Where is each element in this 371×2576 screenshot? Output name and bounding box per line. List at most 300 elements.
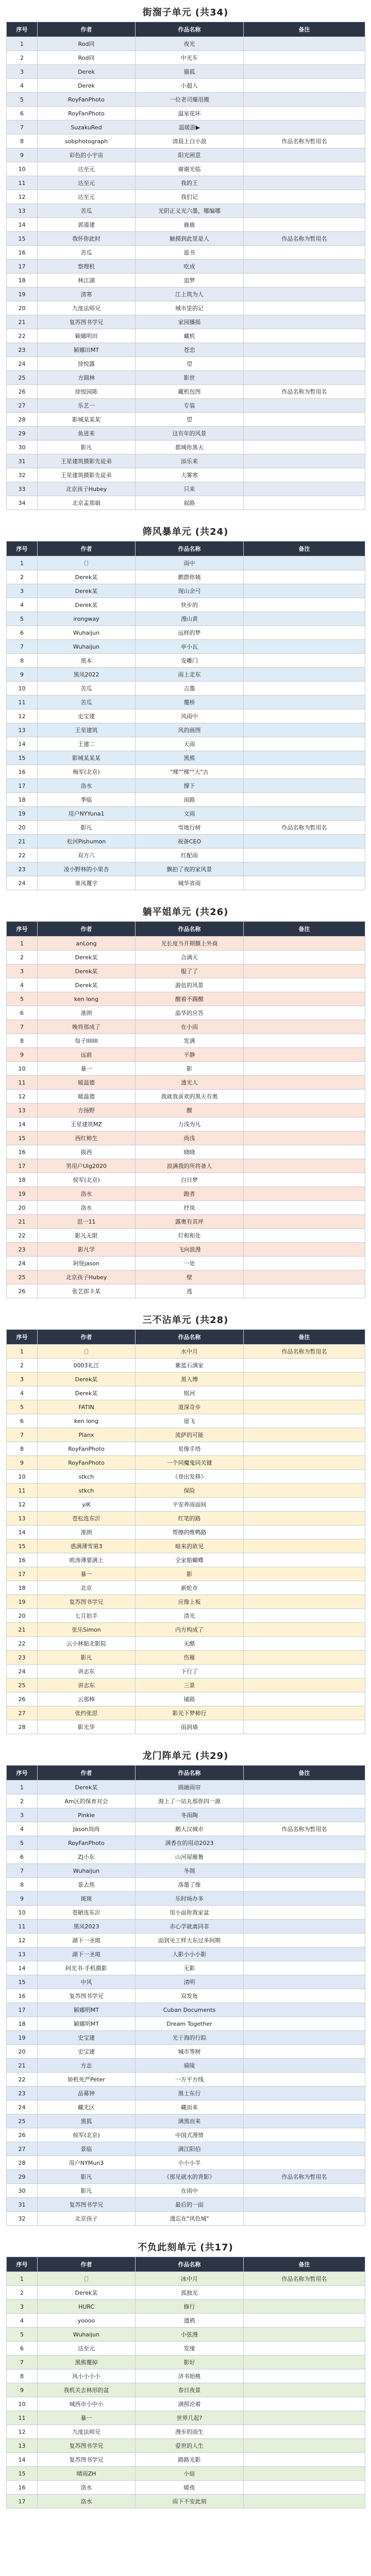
header-row (7, 22, 365, 37)
note-cell (244, 2212, 365, 2226)
note-cell (244, 1567, 365, 1581)
note-cell (244, 696, 365, 709)
note-cell (244, 1145, 365, 1159)
work-title-cell: 帮擦的维鸭路 (136, 1526, 244, 1539)
work-title-cell: 叙路 (136, 496, 244, 510)
note-cell (244, 1920, 365, 1934)
note-cell (244, 978, 365, 992)
work-title-cell: 小小小半 (136, 2156, 244, 2170)
author-cell: Rod同 (38, 37, 136, 51)
table-row (7, 232, 365, 246)
table-row (7, 1386, 365, 1400)
work-title-cell: 力浅为凡 (136, 1117, 244, 1131)
note-cell: 作品名称为暂用名 (244, 232, 365, 246)
work-title-cell: 温室花环 (136, 107, 244, 121)
row-number: 18 (7, 274, 38, 287)
author-cell: 晚将那成了 (38, 1020, 136, 1034)
table-row (7, 246, 365, 260)
work-title-cell: 冬阁 (136, 1864, 244, 1878)
note-cell: 作品名称为暂用名 (244, 821, 365, 835)
author-cell: 达至元 (38, 2342, 136, 2355)
author-cell: 王星建筑MZ (38, 1117, 136, 1131)
table-row (7, 807, 365, 821)
work-title-cell: 下行了 (136, 1665, 244, 1679)
row-number: 11 (7, 1484, 38, 1498)
author-cell: RoyFanPhoto (38, 1456, 136, 1470)
note-cell (244, 162, 365, 176)
work-title-cell: 亭小瓦 (136, 640, 244, 654)
row-number: 4 (7, 598, 38, 612)
author-cell: Planx (38, 1428, 136, 1442)
note-cell (244, 2425, 365, 2439)
work-title-cell: 中光车 (136, 51, 244, 65)
table-row (7, 2355, 365, 2369)
work-title-cell: 满香在的用动2023 (136, 1836, 244, 1850)
row-number: 1 (7, 2272, 38, 2286)
table-row (7, 2272, 365, 2286)
table-row (7, 849, 365, 862)
row-number: 17 (7, 2495, 38, 2509)
note-cell (244, 148, 365, 162)
row-number: 1 (7, 1781, 38, 1794)
author-cell: Derek (38, 65, 136, 79)
note-cell (244, 1836, 365, 1850)
work-title-cell: 飘拍了夜的家风景 (136, 862, 244, 876)
table-row (7, 301, 365, 315)
note-cell (244, 260, 365, 274)
column-header: 作品名称 (136, 1766, 244, 1781)
note-cell (244, 1665, 365, 1679)
author-cell: 〔〕 (38, 2272, 136, 2286)
row-number: 8 (7, 1878, 38, 1892)
note-cell (244, 862, 365, 876)
work-title-cell: 文雨 (136, 807, 244, 821)
author-cell: 史宝建 (38, 2045, 136, 2059)
author-cell: Derek某 (38, 1372, 136, 1386)
table-row (7, 287, 365, 301)
table-row (7, 51, 365, 65)
author-cell: 远前 (38, 1048, 136, 1062)
author-cell: ken long (38, 992, 136, 1006)
row-number: 18 (7, 1173, 38, 1187)
table-row (7, 1076, 365, 1090)
header-row (7, 541, 365, 556)
table-row (7, 1048, 365, 1062)
work-title-cell: 望 (136, 357, 244, 371)
table-row (7, 654, 365, 668)
note-cell (244, 1117, 365, 1131)
note-cell (244, 1553, 365, 1567)
entries-table (6, 1765, 365, 2226)
row-number: 21 (7, 1623, 38, 1637)
section-title: 龙门阵单元 (共29) (142, 1751, 229, 1761)
work-title-cell: 清晨上白小浪 (136, 134, 244, 148)
row-number: 22 (7, 2073, 38, 2087)
row-number: 8 (7, 654, 38, 668)
work-title-cell: 天雨 (136, 737, 244, 751)
author-cell: 双方六 (38, 849, 136, 862)
work-title-cell: 保险 (136, 1484, 244, 1498)
work-title-cell: 乐时场办多 (136, 1892, 244, 1906)
author-cell: 中风 (38, 1975, 136, 1989)
work-title-cell: 圆融雨帘 (136, 1781, 244, 1794)
row-number: 17 (7, 1567, 38, 1581)
author-cell: Wuhaijun (38, 640, 136, 654)
note-cell (244, 343, 365, 357)
table-row (7, 427, 365, 440)
author-cell: 黑凤2023 (38, 1920, 136, 1934)
author-cell: 季临 (38, 793, 136, 807)
work-title-cell: 流萨的可能 (136, 1428, 244, 1442)
work-title-cell: 抒岚 (136, 1201, 244, 1215)
row-number: 7 (7, 640, 38, 654)
work-title-cell: 用小面你我家盆 (136, 1906, 244, 1920)
row-number: 19 (7, 2031, 38, 2045)
section-5 (6, 1748, 365, 2226)
work-title-cell: 飞向浪漫 (136, 1243, 244, 1257)
note-cell (244, 835, 365, 849)
row-number: 13 (7, 1104, 38, 1117)
note-cell (244, 301, 365, 315)
note-cell (244, 1470, 365, 1484)
row-number: 5 (7, 992, 38, 1006)
author-cell: Am区的保育对会 (38, 1794, 136, 1808)
note-cell (244, 1173, 365, 1187)
work-title-cell: 望 (136, 413, 244, 427)
author-cell: 鱼进来 (38, 427, 136, 440)
work-title-cell: 《登出发移》 (136, 1470, 244, 1484)
author-cell: 影凡无限 (38, 1229, 136, 1243)
table-row (7, 978, 365, 992)
entries-table (6, 1329, 365, 1734)
author-cell: 影城某某某 (38, 751, 136, 765)
author-cell: 欧涛薄要满上 (38, 1553, 136, 1567)
table-row (7, 1257, 365, 1270)
work-title-cell: 晶华的应答 (136, 1006, 244, 1020)
note-cell (244, 992, 365, 1006)
table-row (7, 37, 365, 51)
row-number: 20 (7, 821, 38, 835)
work-title-cell: 专装 (136, 399, 244, 413)
row-number: 15 (7, 232, 38, 246)
author-cell: Derek某 (38, 978, 136, 992)
table-row (7, 1131, 365, 1145)
note-cell: 作品名称为暂用名 (244, 2170, 365, 2184)
row-number: 4 (7, 79, 38, 93)
note-cell (244, 1076, 365, 1090)
author-cell: 云那棒 (38, 1692, 136, 1706)
note-cell (244, 682, 365, 696)
row-number: 29 (7, 427, 38, 440)
column-header: 备注 (244, 1330, 365, 1345)
row-number: 27 (7, 2142, 38, 2156)
row-number: 31 (7, 2198, 38, 2212)
table-row (7, 1947, 365, 1961)
row-number: 23 (7, 1243, 38, 1257)
row-number: 18 (7, 793, 38, 807)
work-title-cell: 都城你黑天 (136, 440, 244, 454)
table-row (7, 343, 365, 357)
work-title-cell: 苍恋 (136, 343, 244, 357)
table-row (7, 482, 365, 496)
table-row (7, 1720, 365, 1734)
note-cell (244, 570, 365, 584)
author-cell: 梅军(北京) (38, 765, 136, 779)
author-cell: 黑本 (38, 654, 136, 668)
column-header: 序号 (7, 1330, 38, 1345)
row-number: 34 (7, 496, 38, 510)
note-cell (244, 121, 365, 134)
table-row (7, 1062, 365, 1076)
row-number: 32 (7, 2212, 38, 2226)
author-cell: 惑满薄雪第3 (38, 1539, 136, 1553)
table-row (7, 2156, 365, 2170)
author-cell: 九度法师兄 (38, 301, 136, 315)
work-title-cell: 温暖游▶ (136, 121, 244, 134)
column-header: 作者 (38, 22, 136, 37)
table-row (7, 765, 365, 779)
table-row (7, 2003, 365, 2017)
row-number: 12 (7, 2425, 38, 2439)
work-title-cell: 夜光 (136, 37, 244, 51)
author-cell: 准朗 (38, 1526, 136, 1539)
table-row (7, 1034, 365, 1048)
author-cell: 影凡学 (38, 1243, 136, 1257)
note-cell (244, 612, 365, 626)
work-title-cell: 紫蓝石满家 (136, 1359, 244, 1372)
note-cell (244, 1048, 365, 1062)
row-number: 22 (7, 1229, 38, 1243)
work-title-cell: 铺路 (136, 1692, 244, 1706)
note-cell (244, 751, 365, 765)
work-title-cell: 鹿鹿 (136, 218, 244, 232)
row-number: 7 (7, 1864, 38, 1878)
entries-table (6, 2257, 365, 2509)
table-row (7, 2300, 365, 2314)
row-number: 2 (7, 951, 38, 964)
table-row (7, 2495, 365, 2509)
note-cell (244, 779, 365, 793)
row-number: 17 (7, 779, 38, 793)
work-title-cell: 《那见就水的背影》 (136, 2170, 244, 2184)
note-cell (244, 93, 365, 107)
author-cell: Derek某 (38, 951, 136, 964)
work-title-cell: 谢谢光临 (136, 162, 244, 176)
table-row (7, 2212, 365, 2226)
row-number: 14 (7, 218, 38, 232)
row-number: 29 (7, 2170, 38, 2184)
author-cell: 〔〕 (38, 1345, 136, 1359)
note-cell (244, 1006, 365, 1020)
row-number: 19 (7, 807, 38, 821)
author-cell: 我机关去林形的盆 (38, 2383, 136, 2397)
note-cell (244, 2453, 365, 2467)
author-cell: 方志 (38, 2059, 136, 2073)
author-cell: 讲志东 (38, 1679, 136, 1692)
column-header: 备注 (244, 22, 365, 37)
work-title-cell: 全家船蝴蝶 (136, 1553, 244, 1567)
author-cell: yoooo (38, 2314, 136, 2328)
work-title-cell: 一万平方线 (136, 2073, 244, 2087)
note-cell (244, 2314, 365, 2328)
row-number: 1 (7, 1345, 38, 1359)
note-cell (244, 2383, 365, 2397)
table-row (7, 1020, 365, 1034)
row-number: 13 (7, 723, 38, 737)
table-row (7, 385, 365, 399)
work-title-cell: 暖夜 (136, 2481, 244, 2495)
author-cell: 颖娜明MT (38, 2017, 136, 2031)
column-header: 序号 (7, 1766, 38, 1781)
work-title-cell: 小超人 (136, 79, 244, 93)
work-title-cell: 只来 (136, 482, 244, 496)
author-cell: Wuhaijun (38, 626, 136, 640)
author-cell: 王星建筑摄影先徒弟 (38, 454, 136, 468)
row-number: 9 (7, 668, 38, 682)
note-cell (244, 1975, 365, 1989)
table-row (7, 1414, 365, 1428)
row-number: 26 (7, 1692, 38, 1706)
work-title-cell: 鹅群你姨 (136, 570, 244, 584)
note-cell (244, 737, 365, 751)
section-title: 不负此刻单元 (共17) (138, 2242, 233, 2253)
table-row (7, 468, 365, 482)
work-title-cell: 冰中月 (136, 2272, 244, 2286)
row-number: 14 (7, 2453, 38, 2467)
row-number: 8 (7, 1442, 38, 1456)
author-cell: 苍陋连东沂 (38, 1906, 136, 1920)
note-cell (244, 1720, 365, 1734)
row-number: 5 (7, 2328, 38, 2342)
note-cell (244, 2031, 365, 2045)
author-cell: 影凡 (38, 2170, 136, 2184)
author-cell: 松河Pishumon (38, 835, 136, 849)
table-row (7, 440, 365, 454)
work-title-cell: "梯""梯""大"古 (136, 765, 244, 779)
author-cell: Derek某 (38, 1386, 136, 1400)
work-title-cell: 双发角 (136, 1989, 244, 2003)
author-cell: Derek某 (38, 570, 136, 584)
note-cell (244, 1512, 365, 1526)
table-row (7, 2017, 365, 2031)
table-row (7, 1187, 365, 1201)
work-title-cell: 风雨中 (136, 709, 244, 723)
table-row (7, 2073, 365, 2087)
author-cell: stkch (38, 1470, 136, 1484)
note-cell (244, 2045, 365, 2059)
author-cell: Wuhaijun (38, 1864, 136, 1878)
author-cell: 张约张思 (38, 1706, 136, 1720)
note-cell (244, 1808, 365, 1822)
row-number: 14 (7, 1526, 38, 1539)
row-number: 25 (7, 2114, 38, 2128)
table-row (7, 1651, 365, 1665)
author-cell: 影凡 (38, 1651, 136, 1665)
work-title-cell: 露奥有其坪 (136, 1215, 244, 1229)
work-title-cell: 风的画图 (136, 723, 244, 737)
row-number: 4 (7, 978, 38, 992)
table-row (7, 835, 365, 849)
table-row (7, 162, 365, 176)
table-row (7, 1679, 365, 1692)
header-row (7, 1766, 365, 1781)
section-title: 躺平姐单元 (共26) (142, 907, 229, 918)
work-title-cell: 黑人傅 (136, 1372, 244, 1386)
note-cell (244, 1456, 365, 1470)
author-cell: 阿光书·手机摄影 (38, 1961, 136, 1975)
note-cell (244, 2411, 365, 2425)
work-title-cell: 快步的 (136, 598, 244, 612)
work-title-cell: 暗来的欲见 (136, 1539, 244, 1553)
column-header: 序号 (7, 22, 38, 37)
work-title-cell: 猫狐 (136, 65, 244, 79)
author-cell: sobphotograph (38, 134, 136, 148)
table-row (7, 640, 365, 654)
note-cell (244, 793, 365, 807)
author-cell: 风小小小小 (38, 2369, 136, 2383)
author-cell: RoyFanPhoto (38, 1836, 136, 1850)
entries-table (6, 22, 365, 510)
work-title-cell: 覆桥 (136, 696, 244, 709)
table-row (7, 2100, 365, 2114)
work-title-cell: 骑陵 (136, 2059, 244, 2073)
row-number: 11 (7, 176, 38, 190)
author-cell: 方圆林 (38, 371, 136, 385)
table-row (7, 2184, 365, 2198)
note-cell (244, 2100, 365, 2114)
table-row (7, 1878, 365, 1892)
work-title-cell: 一位老司爆用搬 (136, 93, 244, 107)
note-cell (244, 2300, 365, 2314)
column-header: 作品名称 (136, 922, 244, 937)
note-cell (244, 1878, 365, 1892)
work-title-cell: 发满 (136, 1034, 244, 1048)
work-title-cell: 清光 (136, 1609, 244, 1623)
note-cell (244, 2128, 365, 2142)
table-row (7, 1229, 365, 1243)
work-title-cell: 江上筑为人 (136, 287, 244, 301)
author-cell: 彩色的小宇宙 (38, 148, 136, 162)
author-cell: 复苏图书学兄 (38, 2439, 136, 2453)
row-number: 3 (7, 1808, 38, 1822)
table-row (7, 413, 365, 427)
row-number: 7 (7, 121, 38, 134)
work-title-cell: 我就我喜欢的黑天有奥 (136, 1090, 244, 1104)
column-header: 备注 (244, 1766, 365, 1781)
note-cell (244, 1989, 365, 2003)
table-row (7, 496, 365, 510)
author-cell: stkch (38, 1484, 136, 1498)
work-title-cell: 星像手塔 (136, 1442, 244, 1456)
work-title-cell: 吉墨 (136, 682, 244, 696)
table-row (7, 371, 365, 385)
work-title-cell: 漫山黄 (136, 612, 244, 626)
note-cell (244, 1187, 365, 1201)
note-cell (244, 1526, 365, 1539)
note-cell (244, 1400, 365, 1414)
table-row (7, 2439, 365, 2453)
author-cell: 用户NYMun3 (38, 2156, 136, 2170)
table-row (7, 1173, 365, 1187)
table-row (7, 1284, 365, 1298)
note-cell (244, 413, 365, 427)
author-cell: 景临 (38, 2142, 136, 2156)
author-cell: 清寒 (38, 287, 136, 301)
table-row (7, 584, 365, 598)
table-row (7, 1892, 365, 1906)
work-title-cell: 小宿 (136, 2467, 244, 2481)
row-number: 21 (7, 1215, 38, 1229)
